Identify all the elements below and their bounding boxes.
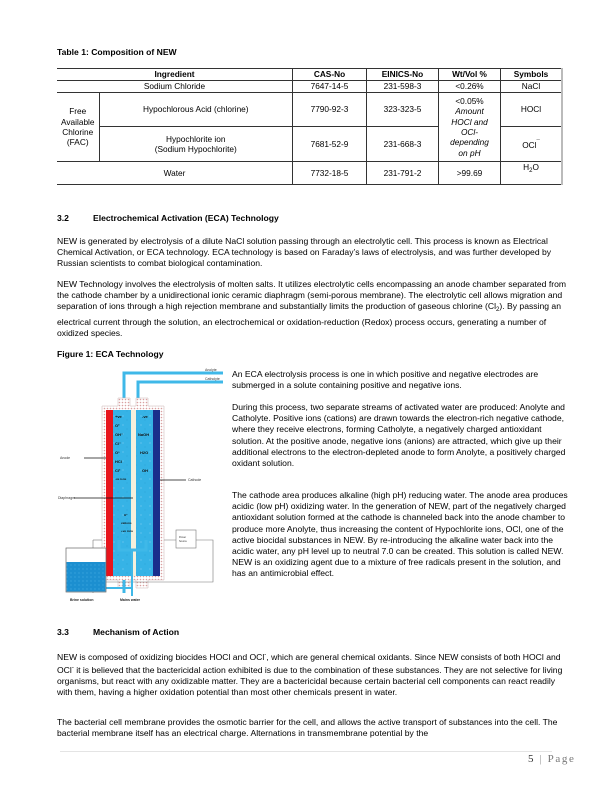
cell-ingredient: Water bbox=[57, 162, 293, 185]
svg-text:+ve: +ve bbox=[115, 414, 122, 419]
cell-ingredient: Sodium Chloride bbox=[57, 81, 293, 93]
mains-water-label: Mains water bbox=[120, 598, 141, 602]
symbol-h: H bbox=[523, 162, 530, 172]
paragraph-text: it is believed that the bactericidal action exhibited is due to the combination of these substances. They are not selective for living organisms, but react with any oxidizable matter. They are a bactericidal because certain bacterial cell components can react readily with them, having a higher oxidation potential than most other chemicals present in water. bbox=[57, 664, 563, 698]
table-row bbox=[57, 81, 562, 93]
page-word: Page bbox=[547, 753, 576, 765]
cell-symbol bbox=[501, 162, 563, 185]
paragraph-text: NEW is composed of oxidizing biocides HOCl and OCl bbox=[57, 651, 265, 662]
cell-einics: 231-598-3 bbox=[367, 81, 439, 93]
cell-symbol bbox=[501, 127, 563, 162]
header-cas: CAS-No bbox=[293, 69, 367, 81]
cell-symbol: NaCl bbox=[501, 81, 563, 93]
composition-table bbox=[57, 68, 563, 185]
cell-einics: 231-791-2 bbox=[367, 162, 439, 185]
cathode-label: Cathode bbox=[188, 478, 202, 482]
figure-paragraph: During this process, two separate streams of activated water are produced: Anolyte and Catholyte. Positive ions (cations) are drawn towards the electron-rich negative cathode, where they receive electrons, forming Catholyte, a negatively charged antioxidant solution. At the positive anode, negative ions (anions) are attracted, which give up their additional electrons to the electron-depleted anode to form Anolyte, a positively charged oxidant solution. bbox=[232, 402, 566, 469]
table-row bbox=[57, 93, 562, 127]
page-number-value: 5 bbox=[528, 753, 536, 765]
section-heading-3-2 bbox=[57, 213, 279, 223]
cell-cas: 7790-92-3 bbox=[293, 93, 367, 127]
cell-group-fac: Free Available Chlorine (FAC) bbox=[57, 93, 99, 162]
svg-text:H2O: H2O bbox=[140, 450, 149, 455]
cell-ingredient: Hypochlorous Acid (chlorine) bbox=[99, 93, 292, 127]
cell-ingredient bbox=[99, 127, 292, 162]
cell-einics: 231-668-3 bbox=[367, 127, 439, 162]
cell-einics: 323-323-5 bbox=[367, 93, 439, 127]
svg-text:O²: O² bbox=[115, 423, 120, 428]
section-title: Electrochemical Activation (ECA) Technology bbox=[93, 213, 279, 223]
page-separator: | bbox=[539, 753, 544, 765]
symbol-o: O bbox=[532, 162, 539, 172]
cell-wtvol: <0.26% bbox=[439, 81, 501, 93]
cell-symbol: HOCl bbox=[501, 93, 563, 127]
paragraph bbox=[57, 279, 567, 339]
paragraph: NEW is generated by electrolysis of a dilute NaCl solution passing through an electrolytic cell. This process is known as Electrical Chemical Activation, or ECA technology. ECA technology is based on Faraday’s laws of electrolysis, and was further developed by Russian scientists to combat biological contamination. bbox=[57, 236, 552, 269]
catholyte-label: Catholyte bbox=[205, 377, 220, 381]
svg-text:-ve ions: -ve ions bbox=[115, 477, 127, 481]
svg-text:NaOH: NaOH bbox=[138, 432, 150, 437]
paragraph-text: , which are general chemical oxidants. Since NEW consists of both HOCl and OCl bbox=[57, 651, 561, 675]
table-row bbox=[57, 162, 562, 185]
page-number bbox=[528, 753, 575, 765]
paragraph-text: ). By passing an electrical current through the solution, an electrochemical or oxidation-reduction (Redox) process occurs, generating a number of oxidized species. bbox=[57, 301, 561, 338]
svg-text:Cl⁻: Cl⁻ bbox=[115, 441, 122, 446]
svg-text:O³: O³ bbox=[115, 450, 120, 455]
subscript: 2 bbox=[496, 307, 500, 314]
figure-paragraph: The cathode area produces alkaline (high pH) reducing water. The anode area produces acidic (low pH) oxidizing water. In the generation of NEW, part of the negatively charged antioxidant solution formed at the cathode is channeled back into the anode chamber to produce more Anolyte, thus increasing the content of Hypochlorite ions, OCl, one of the active biocidal substances in NEW. By re-introducing the alkaline water back into the acidic water, any pH level up to neutral 7.0 can be created. This solution is called NEW. NEW is an oxidizing agent due to a mixture of free radicals present in the solution, and has an antimicrobial effect. bbox=[232, 490, 568, 579]
brine-solution-label: Brine solution bbox=[70, 598, 94, 602]
svg-text:H⁺: H⁺ bbox=[124, 513, 128, 517]
diaphragm-label: Diaphragm bbox=[58, 496, 76, 500]
eca-diagram-inlet bbox=[58, 540, 228, 615]
header-wtvol: Wt/Vol % bbox=[439, 69, 501, 81]
svg-text:OH: OH bbox=[142, 468, 148, 473]
superscript: - bbox=[71, 665, 74, 672]
table-caption: Table 1: Composition of NEW bbox=[57, 47, 177, 57]
superscript: - bbox=[264, 652, 267, 658]
symbol-sub: 2 bbox=[529, 168, 533, 174]
table-header-row bbox=[57, 69, 562, 81]
cell-cas: 7681-52-9 bbox=[293, 127, 367, 162]
section-title: Mechanism of Action bbox=[93, 627, 180, 637]
ingredient-line1: Hypochlorite ion bbox=[166, 133, 226, 144]
paragraph: The bacterial cell membrane provides the osmotic barrier for the cell, and allows the active transport of substances into the cell. The bacterial membrane itself has an electrical charge. Alternations in transmembrane potential by the bbox=[57, 717, 558, 739]
brine-tank-illustration bbox=[58, 540, 228, 610]
svg-text:OH⁻: OH⁻ bbox=[115, 432, 124, 437]
cell-cas: 7647-14-5 bbox=[293, 81, 367, 93]
cell-wtvol: >99.69 bbox=[439, 162, 501, 185]
header-symbols: Symbols bbox=[501, 69, 563, 81]
svg-text:-ve: -ve bbox=[142, 414, 148, 419]
section-number: 3.3 bbox=[57, 627, 69, 637]
wtvol-value: <0.05% bbox=[455, 95, 484, 106]
header-ingredient: Ingredient bbox=[57, 69, 293, 81]
svg-text:HCl: HCl bbox=[115, 459, 122, 464]
anolyte-label: Anolyte bbox=[205, 368, 217, 372]
paragraph-text: NEW Technology involves the electrolysis of molten salts. It utilizes electrolytic cells encompassing an anode chamber separated from the cathode chamber by a unidirectional ionic ceramic diaphragm (semi-porous membrane). The electrolytic cell allows migration and separation of ions through a high rejection membrane and substantially limits the production of gaseous chlorine (Cl bbox=[57, 279, 567, 312]
svg-text:Source: Source bbox=[179, 540, 187, 543]
svg-text:Cl²: Cl² bbox=[115, 468, 121, 473]
cell-cas: 7732-18-5 bbox=[293, 162, 367, 185]
symbol-main: OCl bbox=[522, 139, 537, 150]
svg-text:cations: cations bbox=[121, 521, 132, 525]
ingredient-line2: (Sodium Hypochlorite) bbox=[154, 144, 237, 154]
section-number: 3.2 bbox=[57, 213, 69, 223]
footer-divider bbox=[60, 751, 552, 752]
wtvol-note: Amount HOCl and OCl- depending on pH bbox=[450, 106, 489, 158]
anode-label: Anode bbox=[60, 456, 71, 460]
symbol-sup: ¯ bbox=[536, 139, 540, 146]
svg-text:+ve ions: +ve ions bbox=[121, 529, 134, 533]
section-heading-3-3 bbox=[57, 627, 179, 637]
figure-caption: Figure 1: ECA Technology bbox=[57, 349, 164, 359]
cell-wtvol-fac bbox=[439, 93, 501, 162]
paragraph bbox=[57, 650, 572, 699]
svg-text:Power: Power bbox=[179, 536, 187, 539]
figure-paragraph: An ECA electrolysis process is one in which positive and negative electrodes are submerged in a solute containing positive and negative ions. bbox=[232, 369, 539, 391]
header-einics: EINICS-No bbox=[367, 69, 439, 81]
